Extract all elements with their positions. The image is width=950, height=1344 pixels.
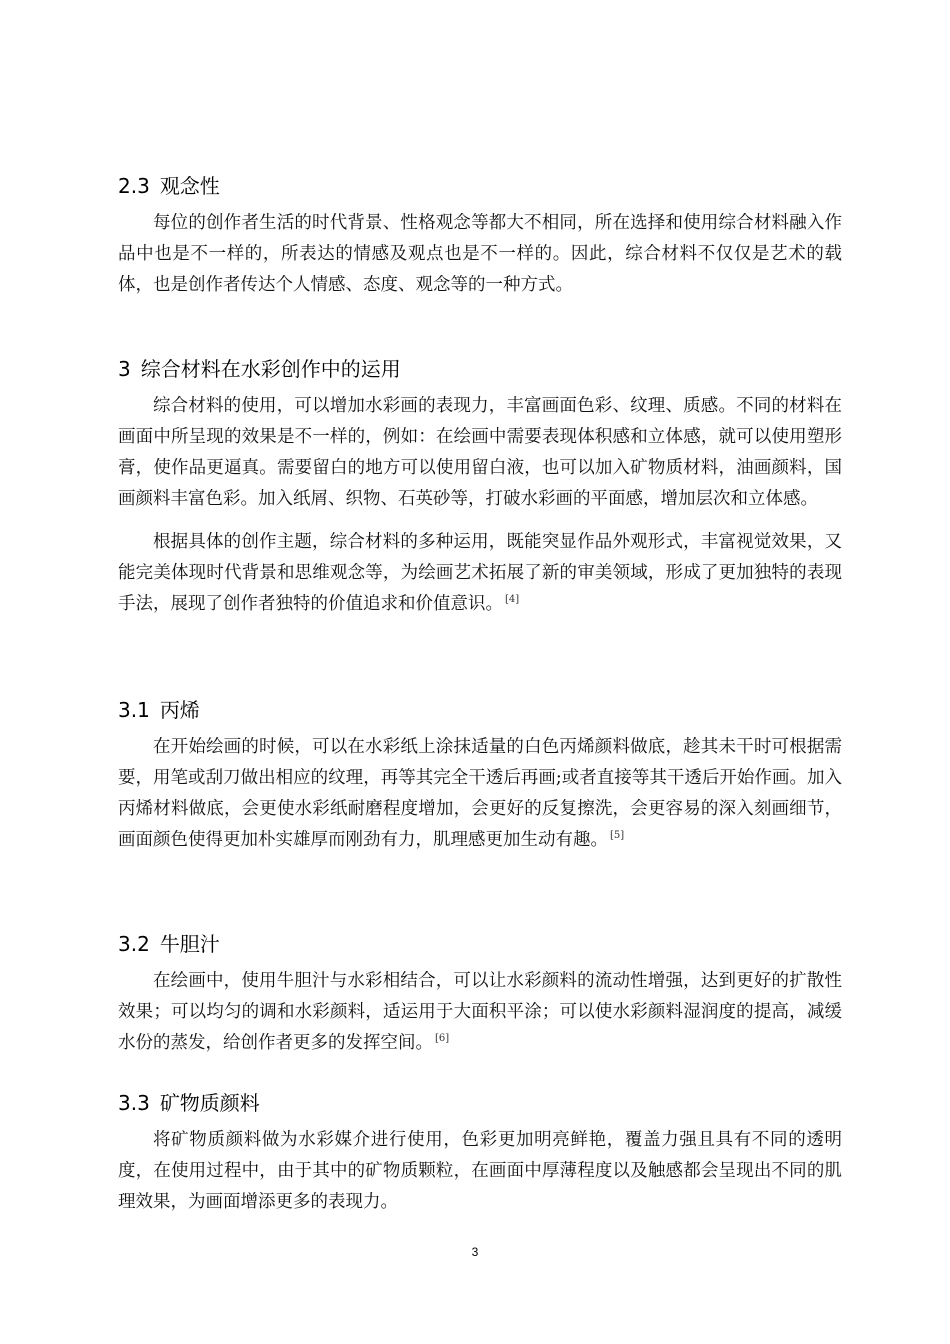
paragraph (118, 732, 842, 856)
section-title: 丙烯 (159, 698, 200, 722)
section-3 (118, 355, 842, 620)
section-title: 综合材料在水彩创作中的运用 (140, 357, 401, 381)
section-number: 2.3 (118, 174, 150, 198)
paragraph-text: 根据具体的创作主题，综合材料的多种运用，既能突显作品外观形式，丰富视觉效果，又能完美体现时代背景和思维观念等，为绘画艺术拓展了新的审美领域，形成了更加独特的表现手法，展现了创作者独特的价值追求和价值意识。 (118, 532, 842, 614)
citation-ref: [6] (435, 1033, 450, 1045)
paragraph-text: 在开始绘画的时候，可以在水彩纸上涂抹适量的白色丙烯颜料做底，趁其未干时可根据需要，用笔或刮刀做出相应的纹理，再等其完全干透后再画;或者直接等其干透后开始作画。加入丙烯材料做底，会更使水彩纸耐磨程度增加，会更好的反复擦洗，会更容易的深入刻画细节，画面颜色使得更加朴实雄厚而刚劲有力，肌理感更加生动有趣。 (118, 737, 842, 850)
section-heading (118, 172, 842, 200)
section-heading (118, 1089, 842, 1117)
page-number: 3 (471, 1245, 479, 1259)
section-title: 牛胆汁 (159, 932, 220, 956)
paragraph: 综合材料的使用，可以增加水彩画的表现力，丰富画面色彩、纹理、质感。不同的材料在画面中所呈现的效果是不一样的，例如：在绘画中需要表现体积感和立体感，就可以使用塑形膏，使作品更逼真。需要留白的地方可以使用留白液，也可以加入矿物质材料，油画颜料，国画颜料丰富色彩。加入纸屑、织物、石英砂等，打破水彩画的平面感，增加层次和立体感。 (118, 396, 842, 509)
paragraph (118, 527, 842, 620)
section-2-3 (118, 172, 842, 301)
paragraph-text: 在绘画中，使用牛胆汁与水彩相结合，可以让水彩颜料的流动性增强，达到更好的扩散性效果；可以均匀的调和水彩颜料，适运用于大面积平涂；可以使水彩颜料湿润度的提高，减缓水份的蒸发，给创作者更多的发挥空间。 (118, 971, 842, 1053)
section-heading (118, 930, 842, 958)
citation-ref: [5] (610, 830, 625, 842)
section-heading (118, 696, 842, 724)
section-3-3 (118, 1089, 842, 1218)
section-heading (118, 355, 842, 383)
section-3-1 (118, 696, 842, 856)
section-number: 3.3 (118, 1091, 150, 1115)
section-title: 矿物质颜料 (159, 1091, 260, 1115)
citation-ref: [4] (505, 594, 520, 606)
section-number: 3.1 (118, 698, 150, 722)
section-number: 3 (118, 357, 131, 381)
paragraph: 将矿物质颜料做为水彩媒介进行使用，色彩更加明亮鲜艳，覆盖力强且具有不同的透明度，在使用过程中，由于其中的矿物质颗粒，在画面中厚薄程度以及触感都会呈现出不同的肌理效果，为画面增添更多的表现力。 (118, 1130, 842, 1212)
section-3-2 (118, 930, 842, 1059)
section-number: 3.2 (118, 932, 150, 956)
section-title: 观念性 (159, 174, 220, 198)
paragraph: 每位的创作者生活的时代背景、性格观念等都大不相同，所在选择和使用综合材料融入作品中也是不一样的，所表达的情感及观点也是不一样的。因此，综合材料不仅仅是艺术的载体，也是创作者传达个人情感、态度、观念等的一种方式。 (118, 213, 842, 295)
paragraph (118, 966, 842, 1059)
